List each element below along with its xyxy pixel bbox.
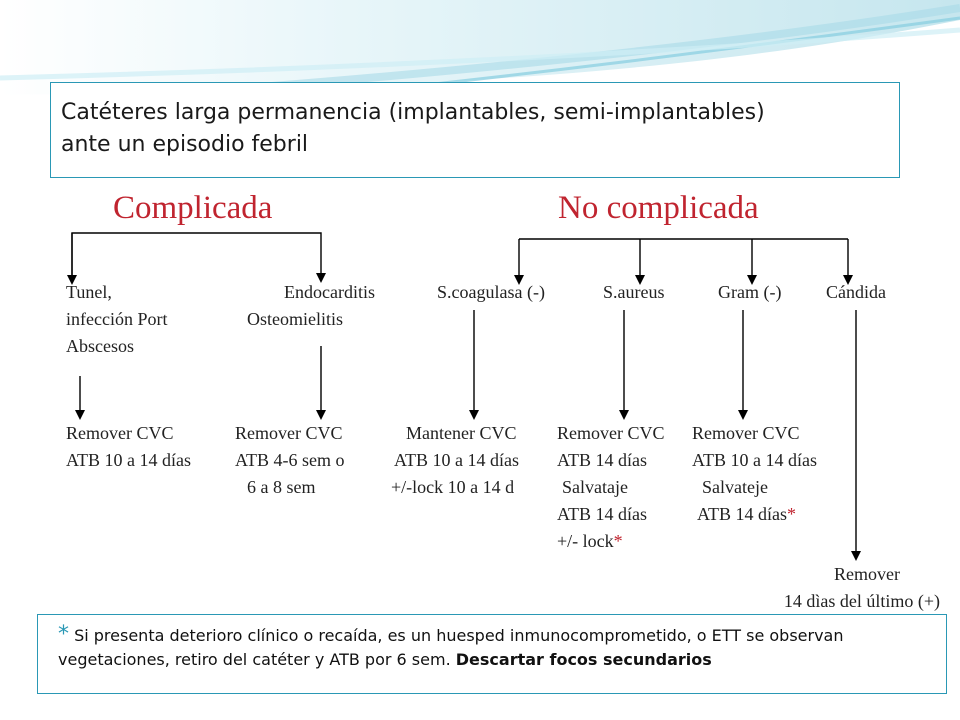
action-gram bbox=[692, 422, 817, 525]
action-saureus-line-3: Salvataje bbox=[562, 477, 628, 497]
action-scoagulasa bbox=[391, 422, 519, 498]
action-tunel bbox=[66, 422, 191, 471]
action-gram-asterisk: * bbox=[787, 504, 796, 524]
action-saureus-line-1: Remover CVC bbox=[557, 423, 665, 443]
action-saureus-line-4: ATB 14 días bbox=[557, 504, 647, 524]
action-saureus-lock: +/- lock bbox=[557, 531, 614, 551]
action-scoagulasa-line-1: Mantener CVC bbox=[406, 423, 517, 443]
heading-complicada: Complicada bbox=[113, 190, 273, 226]
category-endocarditis-line-2: Osteomielitis bbox=[247, 309, 343, 329]
action-saureus-line-5 bbox=[557, 530, 665, 552]
action-tunel-line-2: ATB 10 a 14 días bbox=[66, 450, 191, 470]
action-candida-line-1: Remover bbox=[834, 564, 900, 584]
category-scoagulasa: S.coagulasa (-) bbox=[437, 282, 545, 302]
action-candida bbox=[748, 563, 940, 612]
action-saureus-line-2: ATB 14 días bbox=[557, 450, 647, 470]
heading-no-complicada: No complicada bbox=[558, 190, 759, 226]
action-scoagulasa-line-2: ATB 10 a 14 días bbox=[394, 450, 519, 470]
action-gram-atb: ATB 14 días bbox=[697, 504, 787, 524]
category-tunel-line-2: infección Port bbox=[66, 309, 168, 329]
action-gram-line-3: Salvateje bbox=[702, 477, 768, 497]
footnote-text: Si presenta deterioro clínico o recaída, es un huesped inmunocomprometido, o ETT se observan vegetaciones, retiro del catéter y ATB por 6 sem. bbox=[58, 626, 844, 669]
action-tunel-line-1: Remover CVC bbox=[66, 423, 174, 443]
complicada-branch-connector bbox=[72, 233, 321, 278]
action-scoagulasa-line-3: +/-lock 10 a 14 d bbox=[391, 477, 515, 497]
action-endocarditis-line-2: ATB 4-6 sem o bbox=[235, 450, 345, 470]
category-saureus: S.aureus bbox=[603, 282, 665, 302]
action-saureus bbox=[557, 422, 665, 552]
title-line-1: Catéteres larga permanencia (implantables, semi-implantables) bbox=[61, 100, 765, 125]
action-gram-line-4 bbox=[692, 503, 817, 525]
footnote-asterisk: * bbox=[58, 622, 69, 647]
action-candida-line-2: 14 dìas del último (+) bbox=[783, 591, 940, 611]
category-gram: Gram (-) bbox=[718, 282, 782, 302]
action-endocarditis-line-3: 6 a 8 sem bbox=[247, 477, 316, 497]
category-endocarditis bbox=[247, 281, 375, 330]
category-tunel bbox=[66, 281, 167, 357]
title-line-2: ante un episodio febril bbox=[61, 132, 309, 157]
action-endocarditis-line-1: Remover CVC bbox=[235, 423, 343, 443]
action-gram-line-1: Remover CVC bbox=[692, 423, 800, 443]
title-box bbox=[50, 82, 900, 178]
category-tunel-line-1: Tunel, bbox=[66, 282, 112, 302]
category-candida: Cándida bbox=[826, 282, 886, 302]
footnote-bold: Descartar focos secundarios bbox=[455, 650, 712, 669]
action-gram-line-2: ATB 10 a 14 días bbox=[692, 450, 817, 470]
category-endocarditis-line-1: Endocarditis bbox=[284, 282, 375, 302]
action-endocarditis bbox=[235, 422, 345, 498]
category-tunel-line-3: Abscesos bbox=[66, 336, 134, 356]
footnote-box bbox=[37, 614, 947, 694]
action-saureus-asterisk: * bbox=[613, 531, 623, 551]
